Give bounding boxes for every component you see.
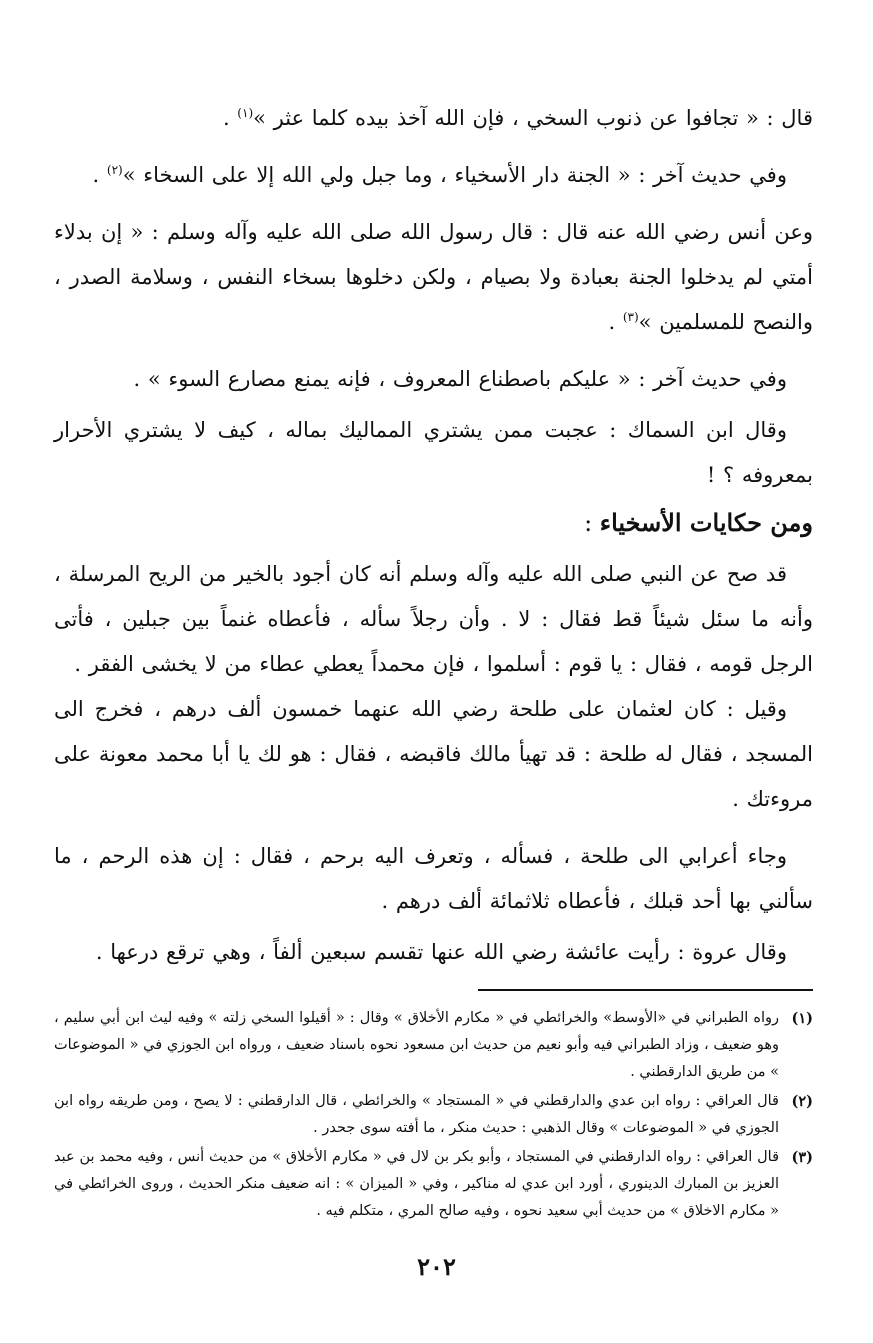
footnote-text: رواه الطبراني في «الأوسط» والخرائطي في « مكارم الأخلاق » وقال : « أقيلوا السخي زلته » وفيه ليث ابن أبي سليم ، وهو ضعيف ، وزاد الطبراني فيه وأبو نعيم من حديث ابن مسعود نحوه باسناد ضعيف ، ورواه ابن الجوزي في « الموضوعات » من طريق الدارقطني . — [54, 1010, 779, 1080]
paragraph-tail: . — [222, 106, 238, 130]
paragraph-text: وفي حديث آخر : « الجنة دار الأسخياء ، وما جبل ولي الله إلا على السخاء » — [122, 163, 787, 187]
footnote-1 — [54, 1005, 813, 1086]
footnote-marker-2: (٢) — [106, 163, 123, 177]
story-bedouin-talha: وجاء أعرابي الى طلحة ، فسأله ، وتعرف اليه برحم ، فقال : إن هذه الرحم ، ما سألني بها أحد قبلك ، فأعطاه ثلاثمائة ألف درهم . — [54, 844, 813, 913]
footnote-number: (١) — [791, 1010, 813, 1027]
paragraph-generous-forgiven — [54, 96, 813, 141]
paragraph-tail: . — [608, 310, 623, 334]
footnote-marker-3: (٣) — [622, 310, 639, 324]
section-heading-colon: : — [584, 509, 600, 537]
footnotes — [54, 1005, 813, 1225]
paragraph-text: وعن أنس رضي الله عنه قال : قال رسول الله صلى الله عليه وآله وسلم : « إن بدلاء أمتي لم يدخلوا الجنة بعبادة ولا بصيام ، ولكن دخلوها بسخاء النفس ، وسلامة الصدر ، والنصح للمسلمين » — [54, 220, 813, 334]
section-heading-text: ومن حكايات الأسخياء — [599, 508, 813, 537]
footnote-marker-1: (١) — [237, 106, 254, 120]
story-uthman-talha: وقيل : كان لعثمان على طلحة رضي الله عنهما خمسون ألف درهم ، فخرج الى المسجد ، فقال له طلحة : قد تهيأ مالك فاقبضه ، فقال : هو لك يا أبا محمد معونة على مروءتك . — [54, 697, 814, 811]
footnote-3 — [54, 1144, 813, 1225]
paragraph-good-deeds: وفي حديث آخر : « عليكم باصطناع المعروف ، فإنه يمنع مصارع السوء » . — [133, 367, 787, 391]
story-aisha: وقال عروة : رأيت عائشة رضي الله عنها تقسم سبعين ألفاً ، وهي ترقع درعها . — [95, 940, 787, 964]
section-heading — [54, 502, 813, 544]
story-prophet-generosity: قد صح عن النبي صلى الله عليه وآله وسلم أنه كان أجود بالخير من الريح المرسلة ، وأنه ما سئل شيئاً قط فقال : لا . وأن رجلاً سأله ، فأعطاه غنماً بين جبلين ، فأتى الرجل قومه ، فقال : يا قوم : أسلموا ، فإن محمداً يعطي عطاء من لا يخشى الفقر . — [54, 562, 813, 676]
footnote-text: قال العراقي : رواه الدارقطني في المستجاد ، وأبو بكر بن لال في « مكارم الأخلاق » من حديث أنس ، وفيه محمد بن عبد العزيز بن المبارك الدينوري ، أورد ابن عدي له مناكير ، وفي « الميزان » : انه ضعيف منكر الحديث ، وروى الخرائطي في « مكارم الاخلاق » من حديث أبي سعيد نحوه ، وفيه صالح المري ، متكلم فيه . — [54, 1149, 779, 1219]
footnote-number: (٣) — [791, 1149, 813, 1166]
paragraph-paradise-generous — [54, 153, 813, 198]
paragraph-ibn-sammak: وقال ابن السماك : عجبت ممن يشتري المماليك بماله ، كيف لا يشتري الأحرار بمعروفه ؟ ! — [54, 418, 813, 487]
footnote-divider — [478, 989, 813, 991]
paragraph-text: قال : « تجافوا عن ذنوب السخي ، فإن الله آخذ بيده كلما عثر » — [253, 106, 813, 130]
page-number: ٢٠٢ — [417, 1252, 456, 1281]
footnote-text: قال العراقي : رواه ابن عدي والدارقطني في « المستجاد » والخرائطي ، قال الدارقطني : لا يصح ، ومن طريقه رواه ابن الجوزي في « الموضوعات » وقال الذهبي : حديث منكر ، ما أفته سوى جحدر . — [54, 1093, 779, 1136]
footnote-number: (٢) — [791, 1093, 813, 1110]
paragraph-tail: . — [92, 163, 107, 187]
footnote-2 — [54, 1088, 813, 1142]
paragraph-anas-hadith — [54, 210, 813, 345]
